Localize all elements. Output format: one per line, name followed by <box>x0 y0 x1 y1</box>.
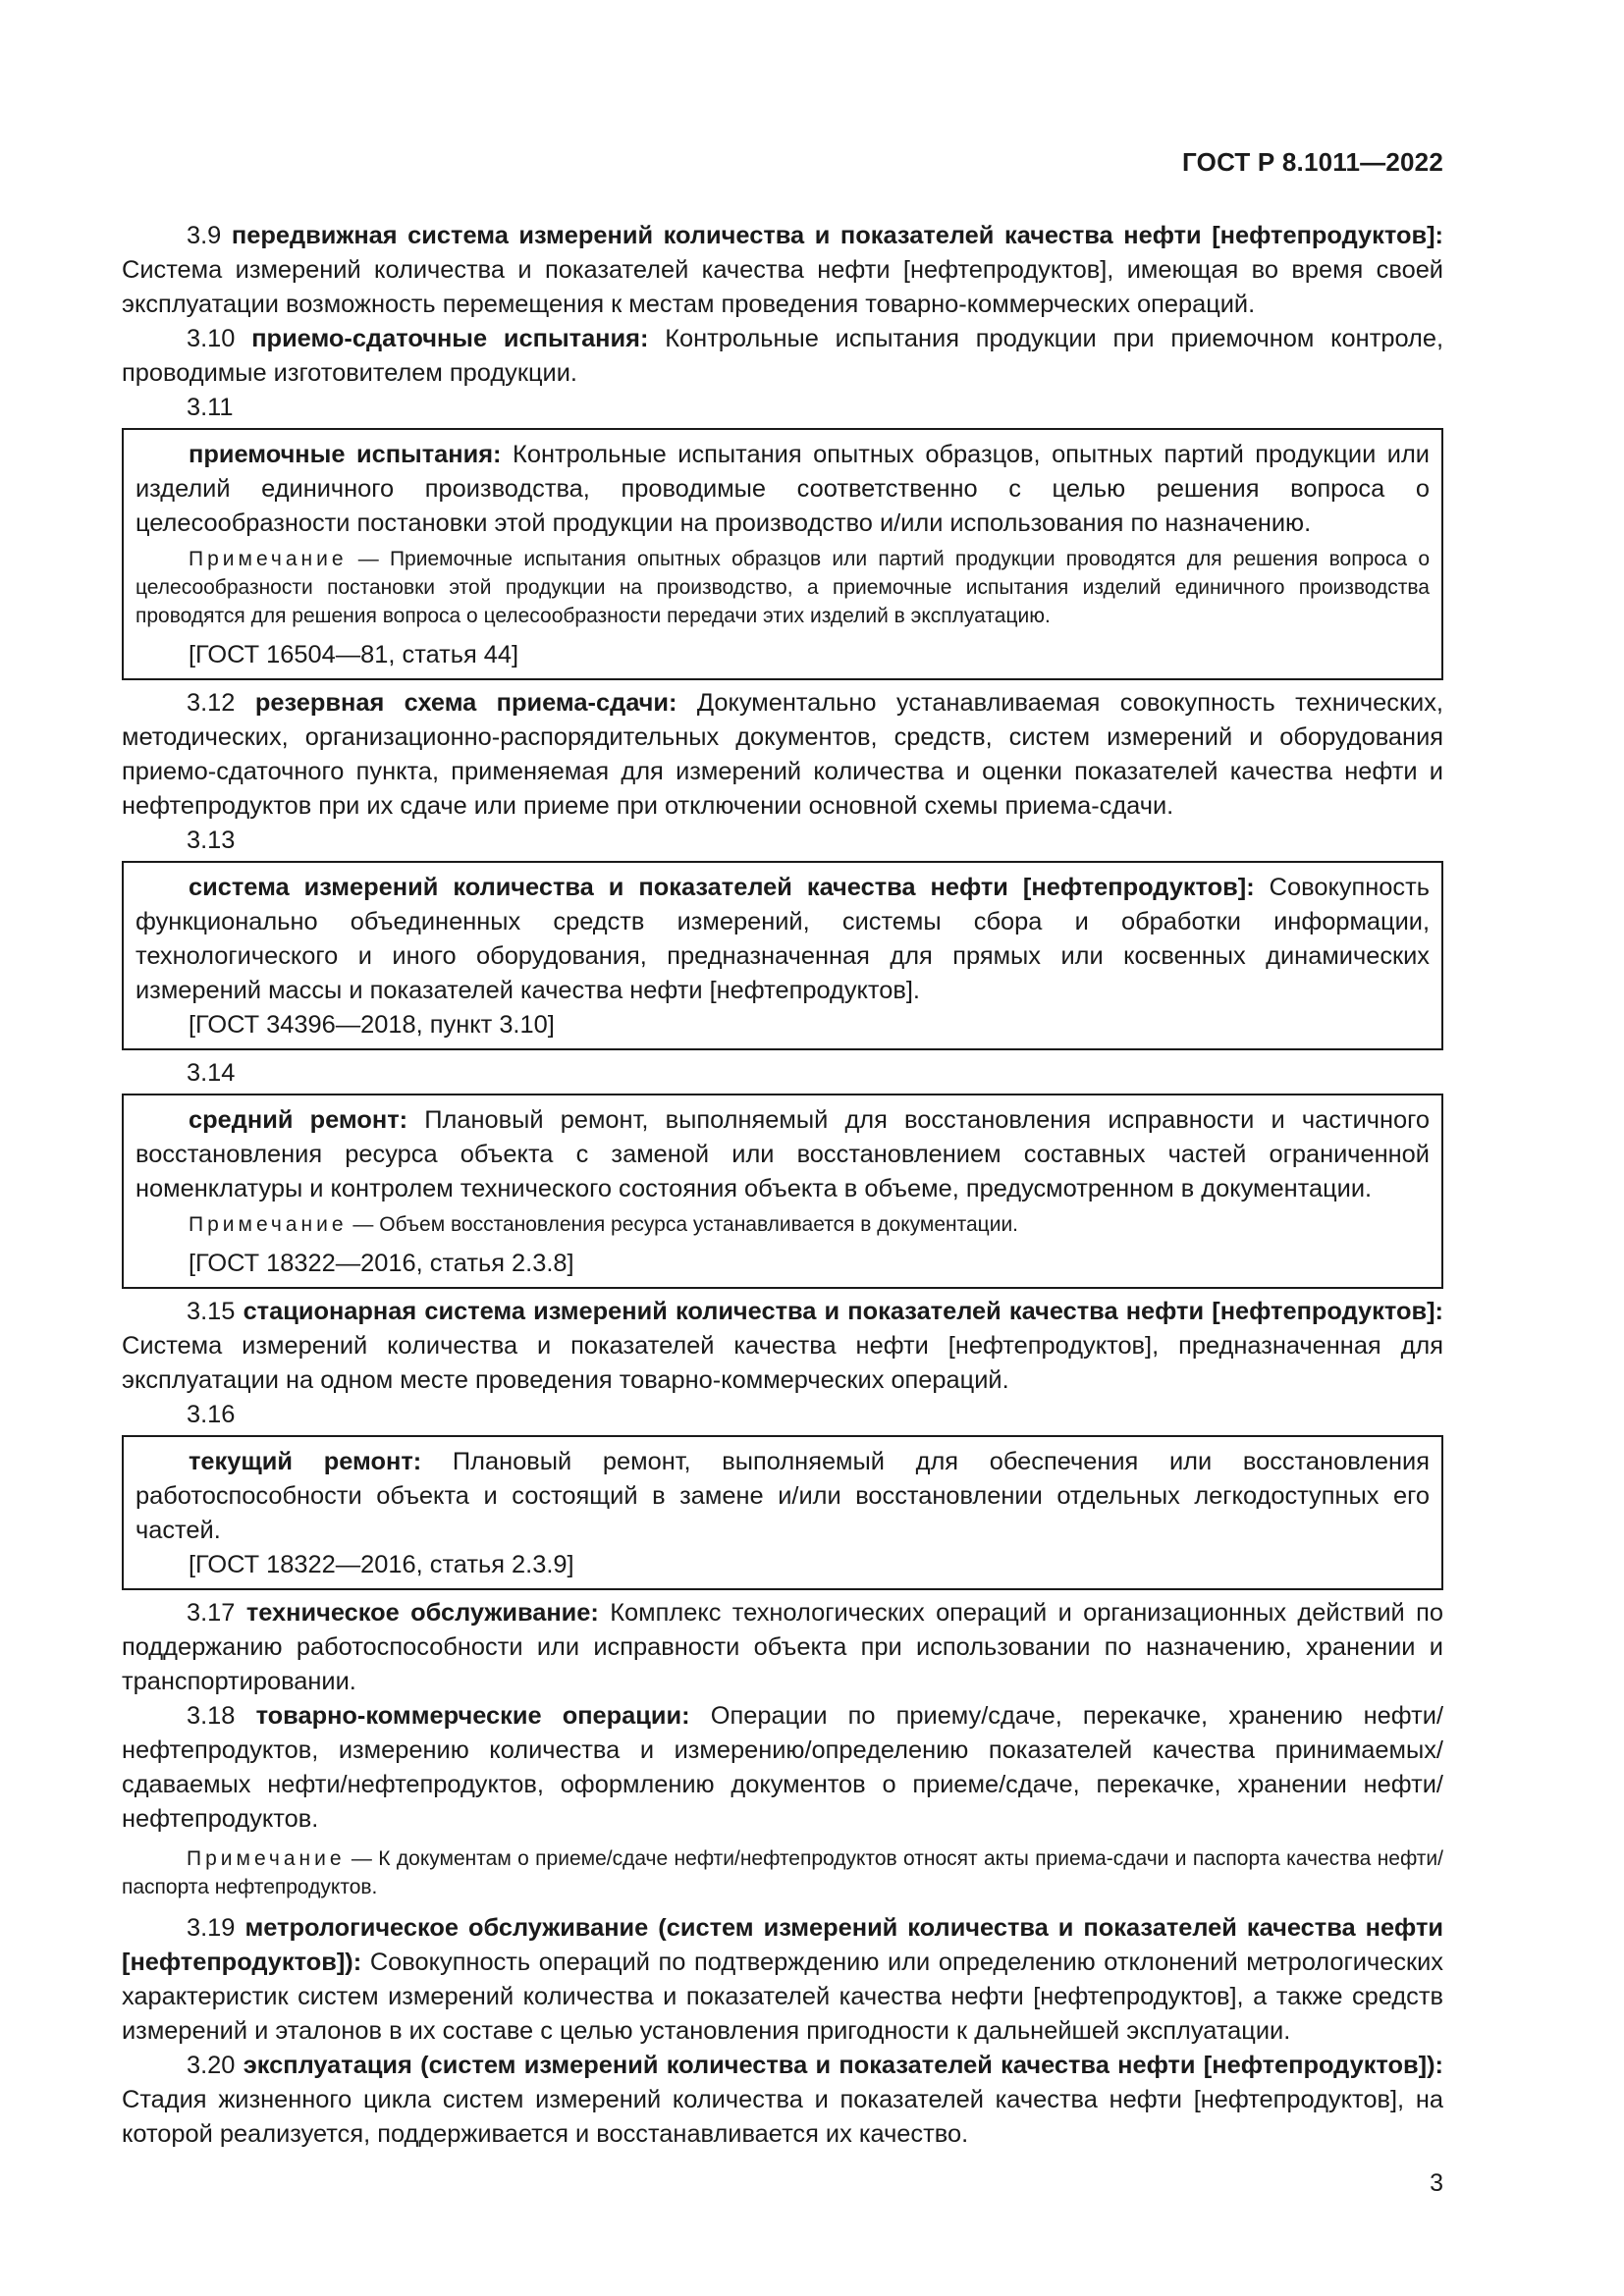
term-3-9 <box>122 219 1443 322</box>
term-number: 3.17 <box>187 1599 246 1627</box>
term-definition: Система измерений количества и показателей качества нефти [нефтепродуктов], предназначенная для эксплуатации на одном месте проведения товарно-коммерческих операций. <box>122 1332 1443 1394</box>
term-box-3-11 <box>122 428 1443 680</box>
note-label: Примечание <box>187 1847 346 1870</box>
term-title: стационарная система измерений количества и показателей качества нефти [нефтепродуктов]: <box>243 1298 1443 1325</box>
term-title: техническое обслуживание: <box>245 1599 599 1627</box>
source-reference: [ГОСТ 18322—2016, статья 2.3.8] <box>189 1250 574 1277</box>
term-number: 3.12 <box>187 689 255 717</box>
term-box-3-14 <box>122 1094 1443 1289</box>
term-definition: Совокупность операций по подтверждению или определению отклонений метрологических характеристик систем измерений количества и показателей качества нефти [нефтепродуктов], а также средств измерений и эталонов в их составе с целью установления пригодности к дальнейшей эксплуатации. <box>122 1949 1443 2045</box>
term-definition: Стадия жизненного цикла систем измерений количества и показателей качества нефти [нефтепродуктов], на которой реализуется, поддерживается и восстанавливается их качество. <box>122 2086 1443 2148</box>
term-number-3-16: 3.16 <box>187 1401 236 1428</box>
term-number-3-13: 3.13 <box>187 827 236 854</box>
note-label: Примечание <box>189 548 348 570</box>
term-number: 3.9 <box>187 222 232 249</box>
term-number: 3.20 <box>187 2052 244 2079</box>
term-box-3-13 <box>122 861 1443 1050</box>
term-definition: Документально устанавливаемая совокупность технических, методических, организационно-распорядительных документов, средств, систем измерений и оборудования приемо-сдаточного пункта, применяемая для измерений количества и оценки показателей качества нефти и нефтепродуктов при их сдаче или приеме при отключении основной схемы приема-сдачи. <box>122 689 1443 820</box>
term-number-3-11: 3.11 <box>187 394 234 421</box>
source-reference: [ГОСТ 34396—2018, пункт 3.10] <box>189 1011 555 1039</box>
source-reference: [ГОСТ 18322—2016, статья 2.3.9] <box>189 1551 574 1578</box>
term-number: 3.15 <box>187 1298 244 1325</box>
terms-section <box>122 219 1443 2152</box>
term-box-3-16 <box>122 1435 1443 1590</box>
term-title: метрологическое обслуживание (систем измерений количества и показателей качества нефти [нефтепродуктов]): <box>122 1914 1443 1976</box>
term-3-17 <box>122 1596 1443 1699</box>
term-title: приемочные испытания: <box>189 441 502 468</box>
note-3-14 <box>135 1210 1430 1239</box>
term-title: текущий ремонт: <box>189 1448 422 1475</box>
page-number: 3 <box>1430 2169 1443 2197</box>
term-3-16 <box>135 1445 1430 1548</box>
note-3-11 <box>135 545 1430 630</box>
term-definition: Операции по приему/сдаче, перекачке, хранению нефти/нефтепродуктов, измерению количества и измерению/определению показателей качества принимаемых/сдаваемых нефти/нефтепродуктов, оформлению документов о приеме/сдаче, перекачке, хранении нефти/нефтепродуктов. <box>122 1702 1443 1833</box>
term-3-10 <box>122 322 1443 391</box>
term-definition: Комплекс технологических операций и организационных действий по поддержанию работоспособности или исправности объекта при использовании по назначению, хранении и транспортировании. <box>122 1599 1443 1695</box>
term-number: 3.18 <box>187 1702 256 1730</box>
term-title: система измерений количества и показателей качества нефти [нефтепродуктов]: <box>189 874 1255 901</box>
term-title: товарно-коммерческие операции: <box>255 1702 690 1730</box>
source-reference: [ГОСТ 16504—81, статья 44] <box>189 641 519 668</box>
note-label: Примечание <box>189 1213 348 1236</box>
note-3-18 <box>122 1844 1443 1901</box>
note-text: — Объем восстановления ресурса устанавливается в документации. <box>347 1213 1019 1236</box>
term-definition: Плановый ремонт, выполняемый для обеспечения или восстановления работоспособности объекта и состоящий в замене и/или восстановлении отдельных легкодоступных его частей. <box>135 1448 1430 1544</box>
term-number: 3.10 <box>187 325 252 352</box>
term-definition: Плановый ремонт, выполняемый для восстановления исправности и частичного восстановления ресурса объекта с заменой или восстановлением составных частей ограниченной номенклатуры и контролем технического состояния объекта в объеме, предусмотренном в документации. <box>135 1106 1430 1202</box>
term-title: средний ремонт: <box>189 1106 408 1134</box>
note-text: — Приемочные испытания опытных образцов или партий продукции проводятся для решения вопроса о целесообразности постановки этой продукции на производство, а приемочные испытания изделий единичного производства проводятся для решения вопроса о целесообразности передачи этих изделий в эксплуатацию. <box>135 548 1430 627</box>
term-3-19 <box>122 1911 1443 2049</box>
term-3-15 <box>122 1295 1443 1398</box>
term-number: 3.19 <box>187 1914 245 1942</box>
term-3-18 <box>122 1699 1443 1837</box>
term-definition: Система измерений количества и показателей качества нефти [нефтепродуктов], имеющая во время своей эксплуатации возможность перемещения к местам проведения товарно-коммерческих операций. <box>122 256 1443 318</box>
term-3-13 <box>135 871 1430 1008</box>
term-3-14 <box>135 1103 1430 1206</box>
term-3-11 <box>135 438 1430 541</box>
term-title: резервная схема приема-сдачи: <box>254 689 677 717</box>
term-number-3-14: 3.14 <box>187 1059 236 1087</box>
note-text: — К документам о приеме/сдаче нефти/нефтепродуктов относят акты приема-сдачи и паспорта качества нефти/паспорта нефтепродуктов. <box>122 1847 1443 1898</box>
term-3-20 <box>122 2049 1443 2152</box>
term-title: приемо-сдаточные испытания: <box>251 325 649 352</box>
term-definition: Контрольные испытания продукции при приемочном контроле, проводимые изготовителем продукции. <box>122 325 1443 387</box>
term-definition: Совокупность функционально объединенных средств измерений, системы сбора и обработки информации, технологического и иного оборудования, предназначенная для прямых или косвенных динамических измерений массы и показателей качества нефти [нефтепродуктов]. <box>135 874 1430 1004</box>
term-definition: Контрольные испытания опытных образцов, опытных партий продукции или изделий единичного производства, проводимые соответственно с целью решения вопроса о целесообразности постановки этой продукции на производство и/или использования по назначению. <box>135 441 1430 537</box>
term-title: передвижная система измерений количества и показателей качества нефти [нефтепродуктов]: <box>231 222 1443 249</box>
term-3-12 <box>122 686 1443 824</box>
term-title: эксплуатация (систем измерений количества и показателей качества нефти [нефтепродуктов]): <box>243 2052 1443 2079</box>
document-designation: ГОСТ Р 8.1011—2022 <box>1182 147 1443 177</box>
